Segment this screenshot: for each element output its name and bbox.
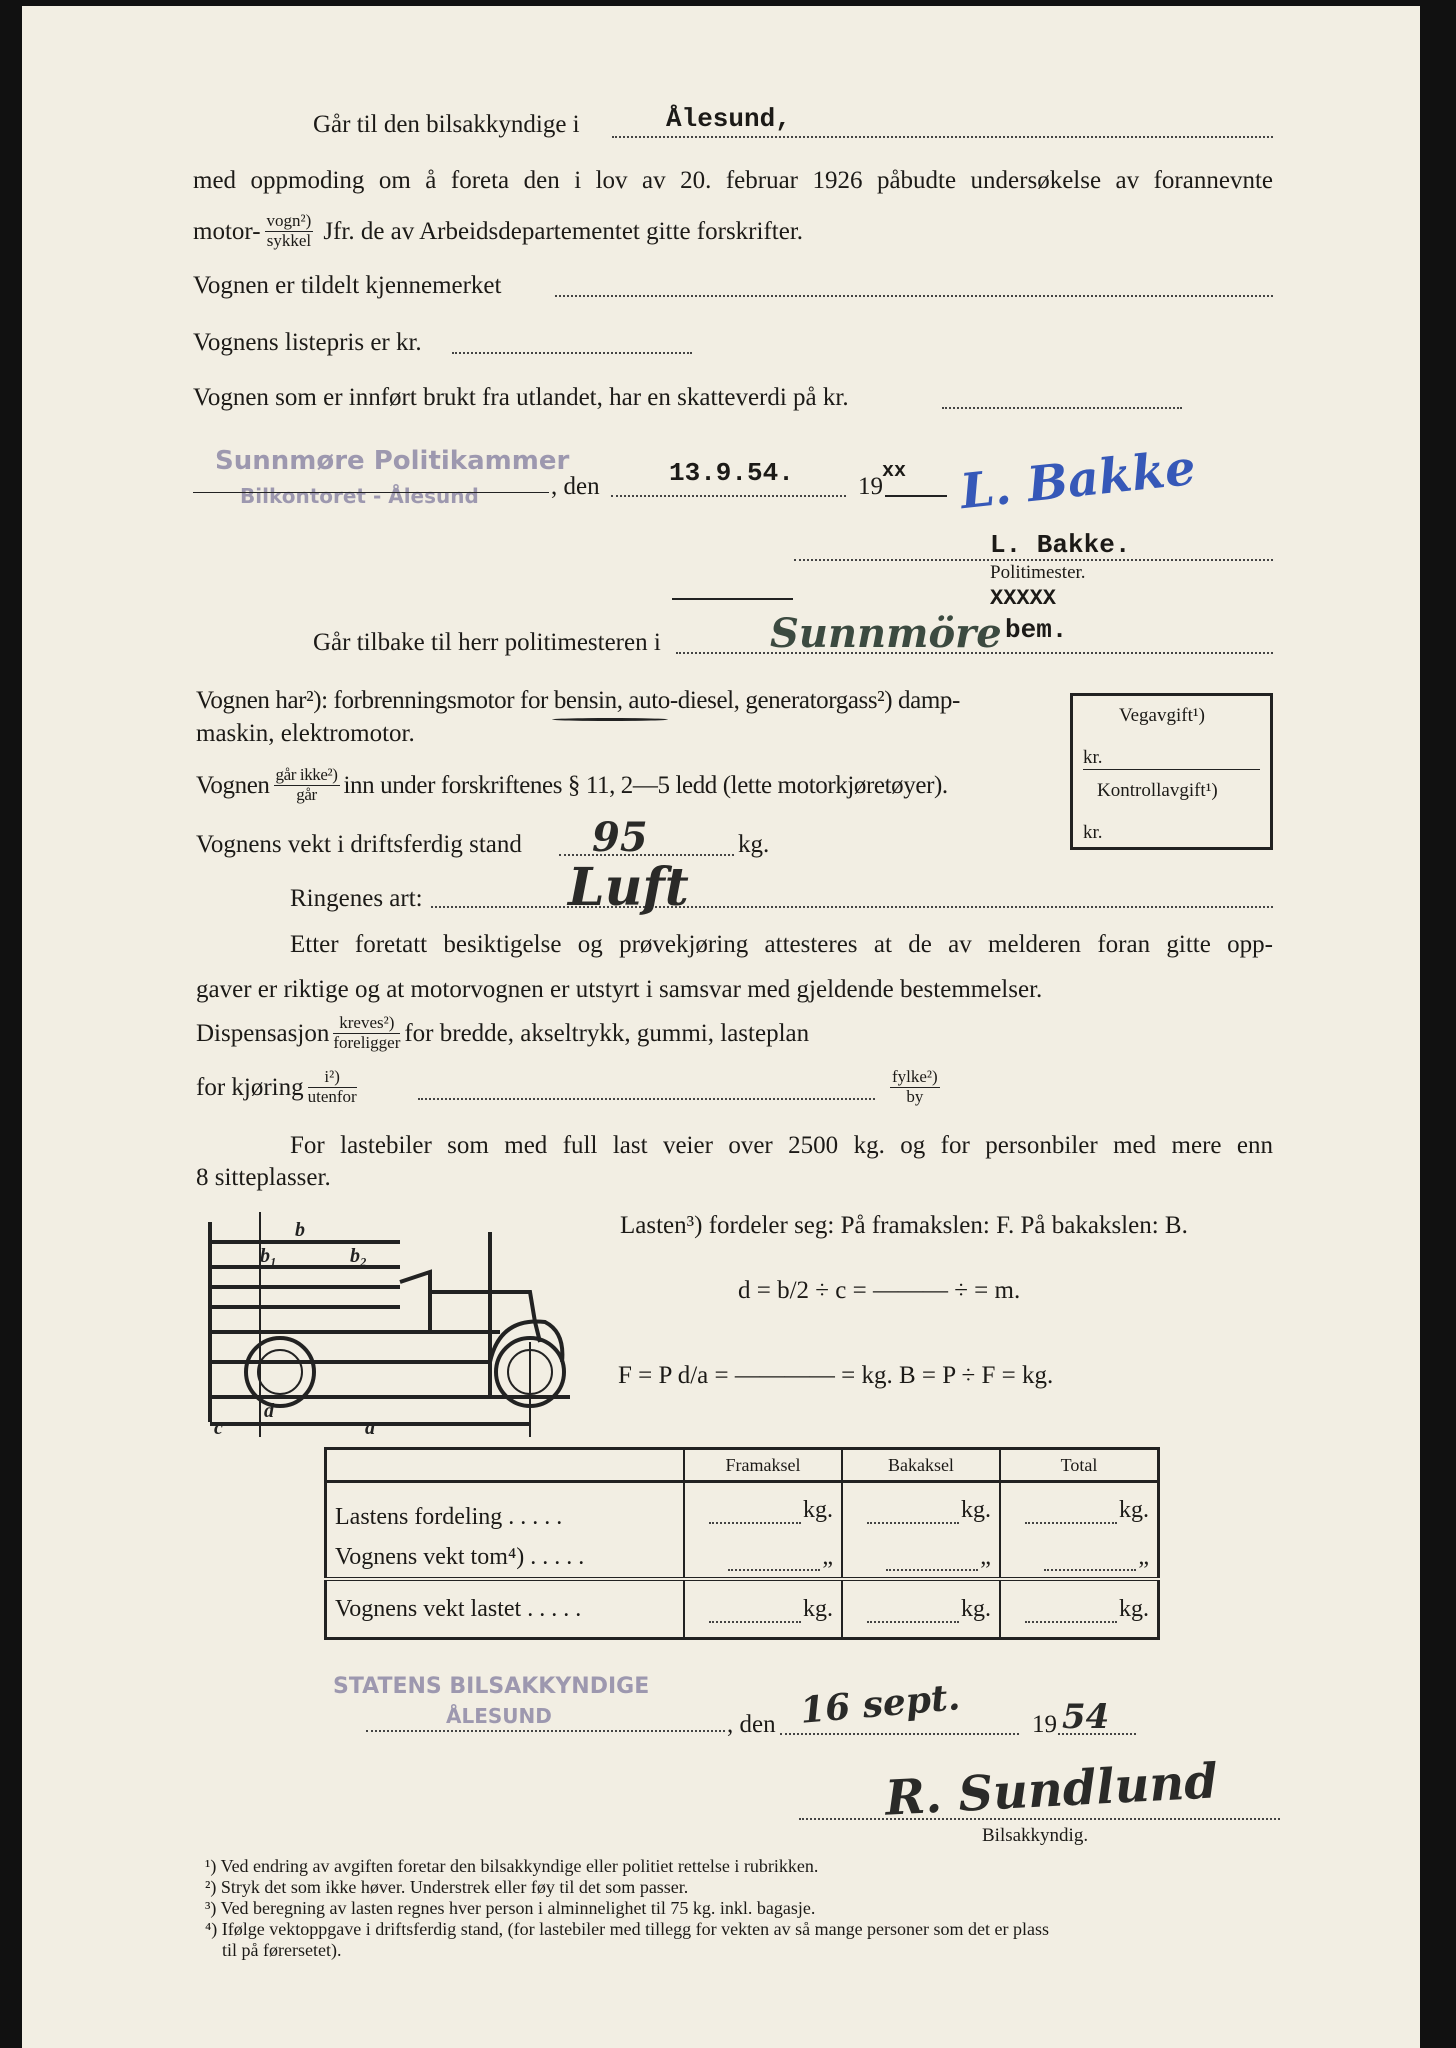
- motor-prefix: motor-: [193, 217, 261, 245]
- table-row: [326, 1579, 1159, 1639]
- footnote-2: ²) Stryk det som ikke høver. Understrek eller føy til det som passer.: [205, 1877, 689, 1897]
- light-vehicle-fraction: [274, 766, 340, 804]
- police-date: 13.9.54.: [669, 458, 794, 488]
- unit: kg.: [960, 1595, 991, 1622]
- truck-diagram: [200, 1212, 580, 1437]
- fraction-denominator: utenfor: [307, 1086, 357, 1106]
- registration-field[interactable]: [555, 295, 1273, 297]
- police-signature: L. Bakke: [957, 439, 1199, 521]
- footnote-1: ¹) Ved endring av avgiften foretar den bilsakkyndige eller politiet rettelse i rubrikken.: [205, 1856, 819, 1876]
- police-title: Politimester.: [990, 562, 1086, 583]
- fraction-numerator: kreves²): [333, 1014, 400, 1034]
- control-fee-kr: kr.: [1083, 822, 1103, 843]
- inspector-title: Bilsakkyndig.: [982, 1825, 1089, 1846]
- row-label: Lastens fordeling . . . . .: [335, 1503, 563, 1530]
- inspector-year-prefix: 19: [1032, 1711, 1057, 1738]
- unit: kg.: [960, 1496, 991, 1523]
- truck-cab: [430, 1292, 540, 1342]
- unit: kg.: [1119, 1595, 1149, 1622]
- tax-value-field[interactable]: [942, 407, 1182, 409]
- dispensation-suffix: for bredde, akseltrykk, gummi, lasteplan: [404, 1019, 810, 1047]
- weight-label: Vognens vekt i driftsferdig stand: [196, 831, 522, 858]
- tax-value-label: Vognen som er innført brukt fra utlandet, har en skatteverdi på kr.: [193, 384, 849, 411]
- light-vehicle-prefix: Vognen: [196, 771, 270, 799]
- return-label: Går tilbake til herr politimesteren i: [313, 629, 661, 656]
- tyres-field[interactable]: [431, 906, 1273, 908]
- fraction-numerator: fylke²): [892, 1067, 938, 1086]
- light-vehicle-suffix: inn under forskriftenes § 11, 2—5 ledd (lette motorkjøretøyer).: [343, 771, 948, 799]
- date-line: [611, 495, 846, 497]
- engine-type-text-2: maskin, elektromotor.: [196, 720, 415, 747]
- unit: „: [822, 1543, 833, 1570]
- footnote-3: ³) Ved beregning av lasten regnes hver person i alminnelighet til 75 kg. inkl. bagasje.: [205, 1898, 816, 1918]
- inspector-year-line: [1058, 1733, 1136, 1735]
- table-row: [326, 1482, 1159, 1538]
- inspector-date-line: [780, 1733, 1019, 1735]
- table-cell[interactable]: [842, 1537, 1000, 1579]
- footnote-4: ⁴) Ifølge vektoppgave i driftsferdig stand, (for lastebiler med tillegg for vekten av så mange personer som det er plass: [205, 1919, 1050, 1939]
- tyres-label: Ringenes art:: [290, 885, 423, 912]
- diagram-label-b1: b₁: [260, 1245, 277, 1267]
- fraction-denominator: går: [296, 784, 317, 804]
- place-line: [193, 492, 549, 493]
- driving-area-field[interactable]: [418, 1098, 875, 1100]
- table-cell[interactable]: [684, 1579, 842, 1639]
- unit: kg.: [1119, 1496, 1149, 1523]
- driving-area-line: [196, 1068, 361, 1106]
- dispensation-prefix: Dispensasjon: [196, 1019, 330, 1047]
- row-label: Vognens vekt tom⁴) . . . . .: [335, 1543, 585, 1570]
- return-destination: Sunnmöre: [770, 610, 1002, 657]
- row-label: Vognens vekt lastet . . . . .: [326, 1579, 685, 1639]
- table-cell[interactable]: [1000, 1537, 1159, 1579]
- inspector-year-suffix: 54: [1062, 1697, 1110, 1737]
- table-cell[interactable]: [1000, 1482, 1159, 1538]
- engine-type-text: Vognen har²): forbrenningsmotor for bensin, auto-diesel, generatorgass²) damp-: [196, 687, 960, 714]
- diagram-label-a: a: [365, 1417, 375, 1437]
- list-price-label: Vognens listepris er kr.: [193, 329, 422, 356]
- formula-d: d = b/2 ÷ c = ——— ÷ = m.: [738, 1277, 1021, 1304]
- control-fee-label: Kontrollavgift¹): [1097, 780, 1218, 801]
- struck-text: XXXXX: [990, 586, 1057, 611]
- weight-unit: kg.: [738, 831, 770, 858]
- unit: „: [1138, 1543, 1149, 1570]
- police-stamp-line1: Sunnmøre Politikammer: [215, 446, 570, 476]
- driving-area-fraction: [308, 1068, 357, 1106]
- police-stamp-line2: Bilkontoret - Ålesund: [240, 484, 479, 508]
- unit: kg.: [802, 1496, 833, 1523]
- inspector-signature-line: [799, 1818, 1280, 1820]
- date-label: , den: [551, 473, 600, 500]
- inspector-place-line: [366, 1730, 725, 1732]
- fraction-numerator: vogn²): [266, 211, 312, 230]
- typed-name: L. Bakke.: [990, 530, 1131, 560]
- driving-area-prefix: for kjøring: [196, 1073, 304, 1101]
- year-suffix: xx: [882, 460, 907, 483]
- inspector-date-label: , den: [727, 1711, 776, 1738]
- year-line: [885, 495, 947, 497]
- engine-underline-mark: [552, 718, 668, 721]
- fraction-denominator: foreligger: [333, 1032, 401, 1052]
- bem-note: bem.: [1005, 615, 1068, 645]
- footnote-4-cont: til på førersetet).: [222, 1940, 342, 1960]
- table-cell[interactable]: [842, 1579, 1000, 1639]
- road-fee-kr: kr.: [1083, 747, 1103, 768]
- fee-box-divider: [1083, 769, 1260, 770]
- load-distribution-intro: Lasten³) fordeler seg: På framakslen: F. På bakakslen: B.: [620, 1212, 1188, 1239]
- fee-box: [1070, 693, 1273, 850]
- table-header-empty: [326, 1449, 685, 1482]
- attestation-line1: Etter foretatt besiktigelse og prøvekjøring attesteres at de av melderen foran gitte opp-: [290, 931, 1273, 958]
- dispensation-fraction: [333, 1014, 400, 1052]
- tyres-value: Luft: [568, 857, 689, 918]
- fraction-numerator: i²): [308, 1068, 357, 1088]
- attestation-line2: gaver er riktige og at motorvognen er utstyrt i samsvar med gjeldende bestemmelser.: [196, 976, 1043, 1003]
- unit: „: [980, 1543, 991, 1570]
- fraction-denominator: sykkel: [266, 230, 312, 250]
- request-text: med oppmoding om å foreta den i lov av 20. februar 1926 påbudte undersøkelse av forannevnte: [193, 167, 1273, 194]
- diagram-label-b2: b₂: [350, 1245, 367, 1267]
- diagram-label-b: b: [295, 1219, 305, 1241]
- motor-fraction: [265, 212, 314, 250]
- weight-value: 95: [592, 814, 648, 861]
- forward-destination: Ålesund,: [666, 104, 791, 134]
- table-cell[interactable]: [684, 1482, 842, 1538]
- year-prefix: 19: [858, 473, 883, 500]
- trucks-line1: For lastebiler som med full last veier over 2500 kg. og for personbiler med mere enn: [290, 1132, 1273, 1159]
- motor-suffix: Jfr. de av Arbeidsdepartementet gitte forskrifter.: [323, 217, 804, 245]
- fraction-denominator: by: [906, 1086, 924, 1106]
- fraction-numerator: går ikke²): [275, 765, 338, 784]
- road-fee-label: Vegavgift¹): [1119, 705, 1205, 726]
- table-cell[interactable]: [842, 1482, 1000, 1538]
- light-vehicle-line: [196, 766, 948, 804]
- table-header-row: [326, 1449, 1159, 1482]
- table-header-rear-axle: Bakaksel: [842, 1449, 1000, 1482]
- truck-cab-back: [400, 1272, 430, 1332]
- table-header-front-axle: Framaksel: [684, 1449, 842, 1482]
- county-fraction: [890, 1068, 940, 1106]
- inspector-date: 16 sept.: [798, 1676, 962, 1732]
- inspector-stamp-line2: ÅLESUND: [446, 1704, 552, 1728]
- table-cell[interactable]: [1000, 1579, 1159, 1639]
- registration-label: Vognen er tildelt kjennemerket: [193, 272, 502, 299]
- inspector-signature: R. Sundlund: [883, 1753, 1220, 1827]
- load-table: [324, 1447, 1160, 1640]
- inspector-stamp-line1: STATENS BILSAKKYNDIGE: [333, 1674, 650, 1699]
- trucks-line2: 8 sitteplasser.: [196, 1164, 331, 1191]
- diagram-label-d: d: [264, 1400, 274, 1422]
- table-header-total: Total: [1000, 1449, 1159, 1482]
- unit: kg.: [802, 1595, 833, 1622]
- diagram-label-c: c: [214, 1417, 223, 1437]
- table-row: [326, 1537, 1159, 1579]
- dispensation-line: [196, 1014, 809, 1052]
- separator-line: [672, 598, 793, 600]
- motor-line: [193, 212, 803, 250]
- list-price-field[interactable]: [452, 352, 692, 354]
- forward-label: Går til den bilsakkyndige i: [313, 111, 580, 138]
- formula-f-b: F = P d/a = ———— = kg. B = P ÷ F = kg.: [618, 1362, 1054, 1389]
- forward-line: [612, 136, 1273, 138]
- table-cell[interactable]: [684, 1537, 842, 1579]
